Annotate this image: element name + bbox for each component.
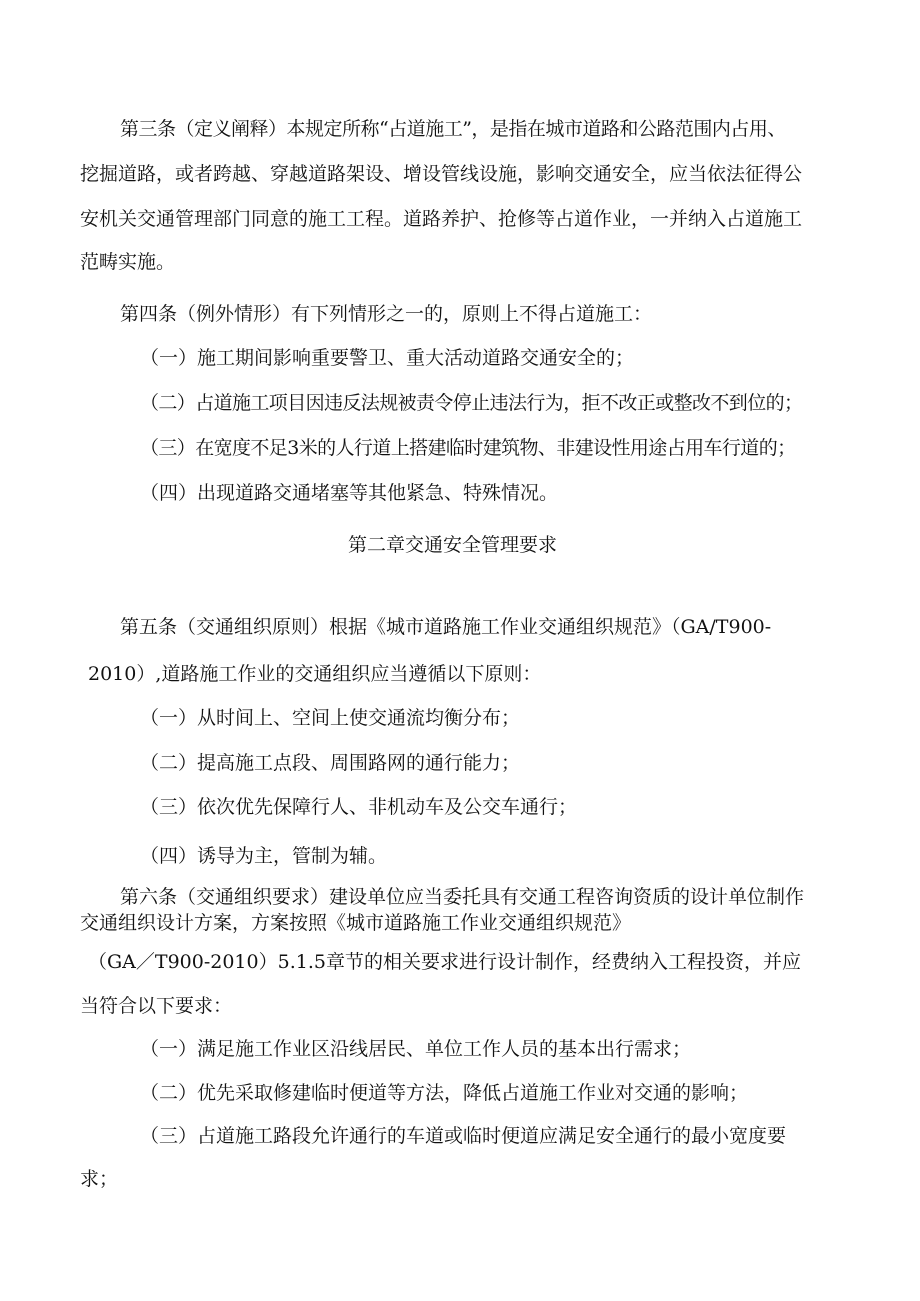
article4-item-1: （一）施工期间影响重要警卫、重大活动道路交通安全的； (140, 347, 635, 369)
article3-line-1: 第三条（定义阐释）本规定所称“占道施工”，是指在城市道路和公路范围内占用、 (120, 118, 786, 140)
article5-item-1: （一）从时间上、空间上使交通流均衡分布； (140, 707, 521, 729)
article4-intro: 第四条（例外情形）有下列情形之一的，原则上不得占道施工： (120, 303, 653, 325)
article3-line-3: 安机关交通管理部门同意的施工工程。道路养护、抢修等占道作业，一并纳入占道施工 (80, 208, 803, 230)
article6-line-4: 当符合以下要求： (80, 995, 233, 1017)
article4-item-2: （二）占道施工项目因违反法规被责令停止违法行为，拒不改正或整改不到位的； (140, 392, 803, 414)
chapter-title: 第二章交通安全管理要求 (348, 534, 558, 556)
article6-item-1: （一）满足施工作业区沿线居民、单位工作人员的基本出行需求； (140, 1038, 692, 1060)
article6-line-2: 交通组织设计方案，方案按照《城市道路施工作业交通组织规范》 (80, 912, 632, 934)
article6-line-3: （GA／T900-2010）5.1.5章节的相关要求进行设计制作，经费纳入工程投资，并应 (88, 951, 801, 973)
article5-item-4: （四）诱导为主，管制为辅。 (140, 845, 388, 867)
article4-item-3: （三）在宽度不足3米的人行道上搭建临时建筑物、非建设性用途占用车行道的； (140, 437, 796, 459)
article5-line-2: 2010）,道路施工作业的交通组织应当遵循以下原则： (88, 663, 542, 685)
article6-line-1: 第六条（交通组织要求）建设单位应当委托具有交通工程咨询资质的设计单位制作 (120, 886, 805, 908)
article5-item-2: （二）提高施工点段、周围路网的通行能力； (140, 752, 521, 774)
article5-line-1: 第五条（交通组织原则）根据《城市道路施工作业交通组织规范》（GA/T900- (120, 616, 772, 638)
article6-item-2: （二）优先采取修建临时便道等方法，降低占道施工作业对交通的影响； (140, 1082, 749, 1104)
article3-line-4: 范畴实施。 (80, 251, 176, 273)
article4-item-4: （四）出现道路交通堵塞等其他紧急、特殊情况。 (140, 482, 559, 504)
article5-item-3: （三）依次优先保障行人、非机动车及公交车通行； (140, 796, 578, 818)
article6-item-3: （三）占道施工路段允许通行的车道或临时便道应满足安全通行的最小宽度要 (140, 1125, 787, 1147)
article6-item-3-continued: 求； (80, 1168, 119, 1190)
article3-line-2: 挖掘道路，或者跨越、穿越道路架设、增设管线设施，影响交通安全，应当依法征得公 (80, 163, 803, 185)
